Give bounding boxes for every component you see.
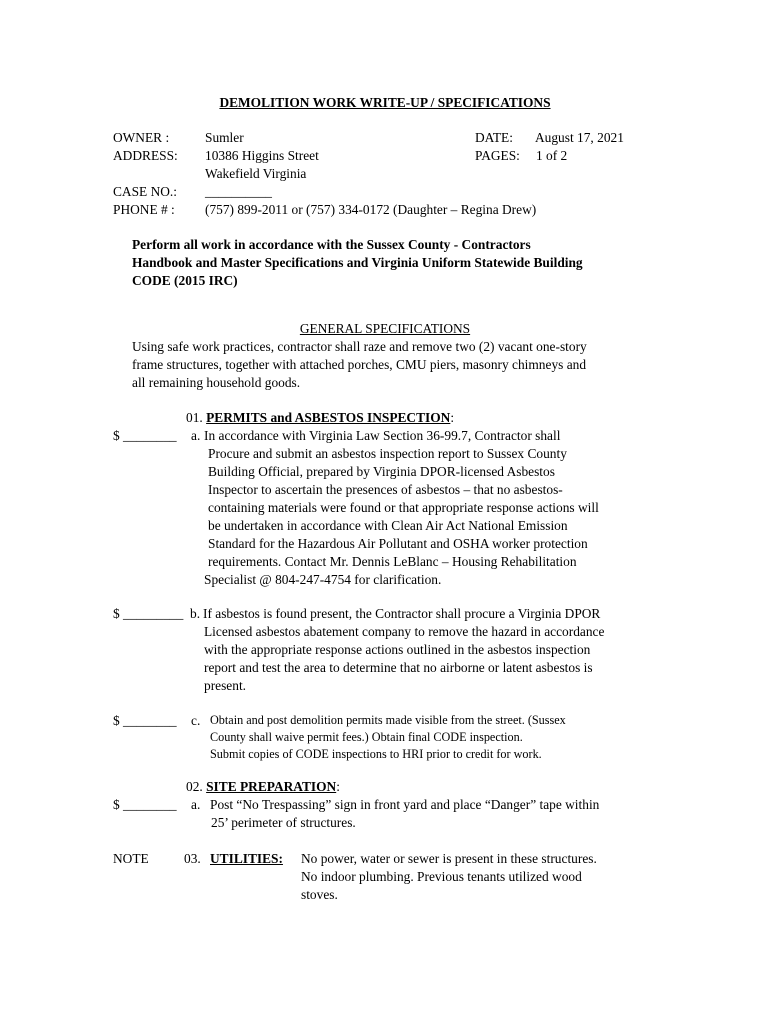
- item-02a-line: 25’ perimeter of structures.: [211, 815, 356, 830]
- section-02-colon: :: [336, 779, 340, 794]
- item-02a-text: [210, 796, 599, 832]
- item-01b-letter: b.: [190, 606, 201, 621]
- item-01a-line: Specialist @ 804-247-4754 for clarification.: [204, 572, 442, 587]
- item-02a-cost-blank: $ ________: [113, 797, 177, 812]
- item-01b-line: report and test the area to determine that no airborne or latent asbestos is: [204, 660, 593, 675]
- phone-value: (757) 899-2011 or (757) 334-0172 (Daughter – Regina Drew): [205, 202, 537, 217]
- case-label: CASE NO.:: [113, 184, 177, 199]
- general-specifications-text: [132, 338, 587, 392]
- item-01a-text: [204, 427, 599, 589]
- item-02a-letter: a.: [191, 797, 201, 812]
- note-label: NOTE: [113, 851, 149, 866]
- intro-line: Perform all work in accordance with the Sussex County - Contractors: [132, 237, 531, 252]
- item-01a-line: Inspector to ascertain the presences of asbestos – that no asbestos-: [208, 482, 563, 497]
- item-02a-line: Post “No Trespassing” sign in front yard and place “Danger” tape within: [210, 797, 600, 812]
- item-01a-line: Standard for the Hazardous Air Pollutant and OSHA worker protection: [208, 536, 588, 551]
- pages-value: 1 of 2: [536, 148, 568, 163]
- item-01b-cost-blank: $ _________: [113, 606, 184, 621]
- owner-label: OWNER :: [113, 130, 170, 145]
- section-03-line: No power, water or sewer is present in these structures.: [301, 851, 597, 866]
- section-03-text: [301, 850, 597, 904]
- item-01c-letter: c.: [191, 713, 201, 728]
- general-line: all remaining household goods.: [132, 375, 301, 390]
- owner-value: Sumler: [205, 130, 244, 145]
- intro-paragraph: [132, 236, 583, 290]
- section-02-number: 02.: [186, 779, 203, 794]
- section-01-colon: :: [450, 410, 455, 425]
- item-01c-text: [210, 712, 566, 763]
- item-01b-text: [203, 605, 604, 695]
- address-label: ADDRESS:: [113, 148, 178, 163]
- item-01a-cost-blank: $ ________: [113, 428, 177, 443]
- phone-label: PHONE # :: [113, 202, 175, 217]
- item-01a-line: Procure and submit an asbestos inspection report to Sussex County: [208, 446, 567, 461]
- general-specifications-heading: GENERAL SPECIFICATIONS: [299, 321, 471, 336]
- item-01b-line: with the appropriate response actions outlined in the asbestos inspection: [204, 642, 591, 657]
- address-line-1: 10386 Higgins Street: [205, 148, 319, 163]
- item-01b-line: If asbestos is found present, the Contractor shall procure a Virginia DPOR: [203, 606, 601, 621]
- section-02-title: SITE PREPARATION: [206, 779, 337, 794]
- general-line: frame structures, together with attached porches, CMU piers, masonry chimneys and: [132, 357, 587, 372]
- date-value: August 17, 2021: [535, 130, 624, 145]
- section-01-number: 01.: [186, 410, 203, 425]
- section-03-title: UTILITIES:: [210, 851, 283, 866]
- item-01c-line: County shall waive permit fees.) Obtain final CODE inspection.: [210, 730, 523, 744]
- date-label: DATE:: [475, 130, 513, 145]
- item-01a-line: requirements. Contact Mr. Dennis LeBlanc – Housing Rehabilitation: [208, 554, 577, 569]
- intro-line: CODE (2015 IRC): [132, 273, 238, 288]
- pages-label: PAGES:: [475, 148, 520, 163]
- item-01c-line: Obtain and post demolition permits made visible from the street. (Sussex: [210, 713, 566, 727]
- intro-line: Handbook and Master Specifications and Virginia Uniform Statewide Building: [132, 255, 583, 270]
- section-03-number: 03.: [184, 851, 201, 866]
- section-02-heading: [186, 778, 340, 796]
- item-01a-line: Building Official, prepared by Virginia DPOR-licensed Asbestos: [208, 464, 555, 479]
- item-01a-letter: a.: [191, 428, 201, 443]
- section-01-heading: [186, 409, 454, 427]
- address-line-2: Wakefield Virginia: [205, 166, 307, 181]
- item-01b-line: present.: [204, 678, 247, 693]
- section-03-line: stoves.: [301, 887, 338, 902]
- item-01c-cost-blank: $ ________: [113, 713, 177, 728]
- section-01-title: PERMITS and ASBESTOS INSPECTION: [206, 410, 451, 425]
- item-01c-line: Submit copies of CODE inspections to HRI prior to credit for work.: [210, 747, 542, 761]
- case-value: __________: [205, 184, 272, 199]
- document-title: DEMOLITION WORK WRITE-UP / SPECIFICATIONS: [219, 95, 551, 110]
- item-01a-line: be undertaken in accordance with Clean Air Act National Emission: [208, 518, 568, 533]
- item-01b-line: Licensed asbestos abatement company to remove the hazard in accordance: [204, 624, 605, 639]
- section-03-line: No indoor plumbing. Previous tenants utilized wood: [301, 869, 582, 884]
- general-line: Using safe work practices, contractor shall raze and remove two (2) vacant one-story: [132, 339, 587, 354]
- item-01a-line: containing materials were found or that appropriate response actions will: [208, 500, 599, 515]
- item-01a-line: In accordance with Virginia Law Section 36-99.7, Contractor shall: [204, 428, 561, 443]
